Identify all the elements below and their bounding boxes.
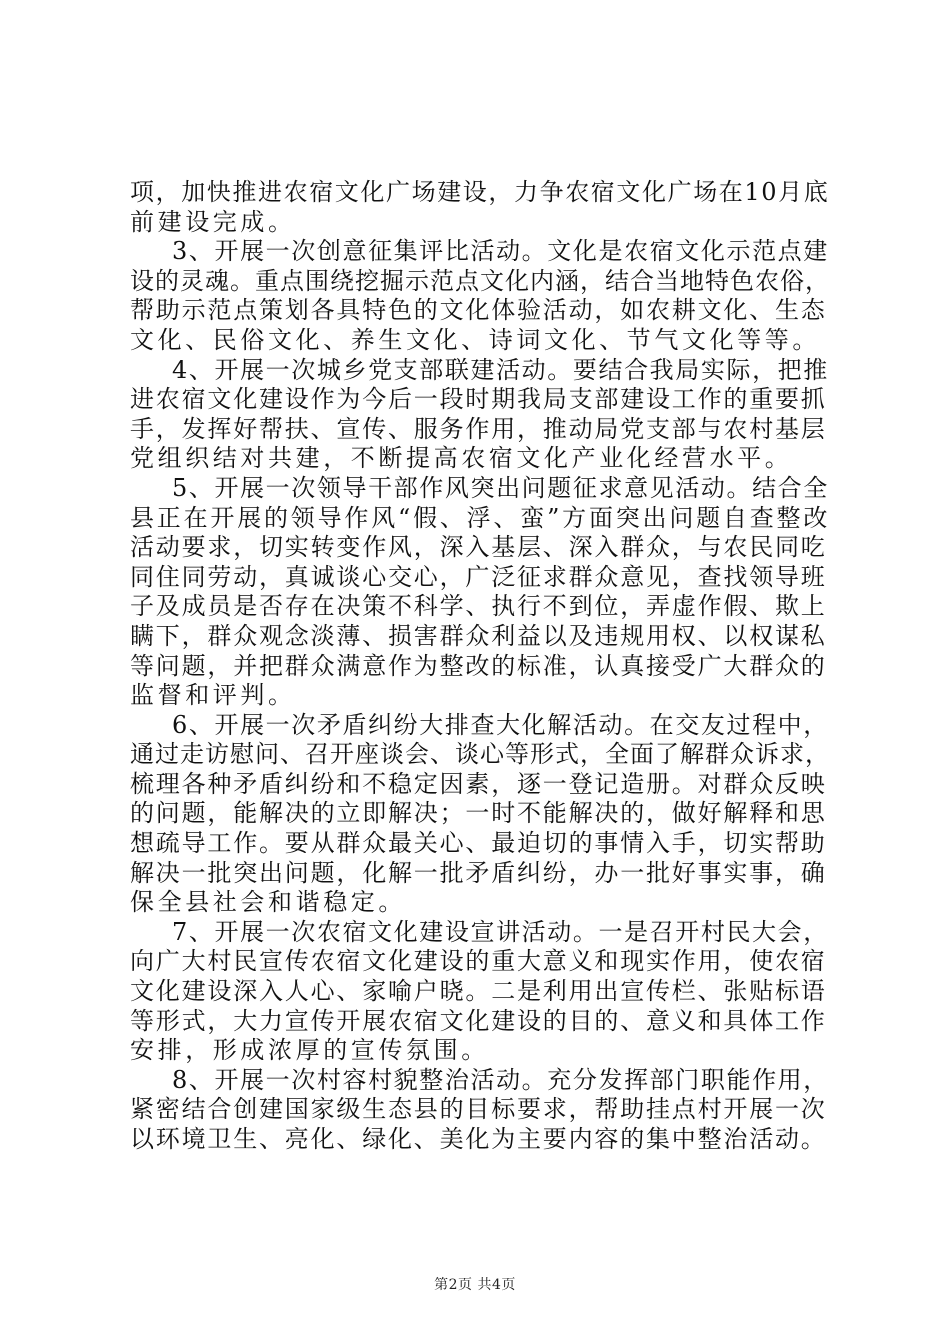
text-line: 以环境卫生、亮化、绿化、美化为主要内容的集中整治活动。: [130, 1125, 827, 1153]
text-line: 手，发挥好帮扶、宣传、服务作用，推动局党支部与农村基层: [130, 414, 827, 443]
text-line: 的问题，能解决的立即解决；一时不能解决的，做好解释和思: [130, 799, 827, 828]
page-footer: 第2页 共4页: [434, 1277, 516, 1293]
text-line: 梳理各种矛盾纠纷和不稳定因素，逐一登记造册。对群众反映: [130, 769, 827, 798]
text-line: 活动要求，切实转变作风，深入基层、深入群众，与农民同吃: [130, 533, 827, 562]
text-line: 党组织结对共建，不断提高农宿文化产业化经营水平。: [130, 444, 793, 473]
paragraph-first-line: 5、开展一次领导干部作风突出问题征求意见活动。结合全: [172, 473, 829, 502]
text-line: 向广大村民宣传农宿文化建设的重大意义和现实作用，使农宿: [130, 947, 827, 976]
text-line: 瞒下，群众观念淡薄、损害群众利益以及违规用权、以权谋私: [130, 621, 827, 650]
text-line: 等问题，并把群众满意作为整改的标准，认真接受广大群众的: [130, 651, 827, 680]
text-line: 通过走访慰问、召开座谈会、谈心等形式，全面了解群众诉求，: [130, 740, 830, 769]
text-line: 安排，形成浓厚的宣传氛围。: [130, 1036, 489, 1065]
text-line: 文化、民俗文化、养生文化、诗词文化、节气文化等等。: [130, 325, 820, 354]
paragraph-first-line: 4、开展一次城乡党支部联建活动。要结合我局实际，把推: [172, 355, 829, 384]
text-line: 项，加快推进农宿文化广场建设，力争农宿文化广场在10月底: [130, 178, 830, 206]
text-line: 监督和评判。: [130, 681, 296, 710]
text-line: 县正在开展的领导作风“假、浮、蛮”方面突出问题自查整改: [130, 503, 831, 532]
text-line: 想疏导工作。要从群众最关心、最迫切的事情入手，切实帮助: [130, 829, 827, 858]
paragraph-first-line: 3、开展一次创意征集评比活动。文化是农宿文化示范点建: [172, 237, 829, 266]
document-body: [130, 178, 830, 1155]
text-line: 解决一批突出问题，化解一批矛盾纠纷，办一批好事实事，确: [130, 858, 827, 887]
paragraph-first-line: 8、开展一次村容村貌整治活动。充分发挥部门职能作用，: [172, 1065, 829, 1094]
text-line: 设的灵魂。重点围绕挖掘示范点文化内涵，结合当地特色农俗，: [130, 266, 830, 295]
text-line: 同住同劳动，真诚谈心交心，广泛征求群众意见，查找领导班: [130, 562, 827, 591]
paragraph-first-line: 6、开展一次矛盾纠纷大排查大化解活动。在交友过程中，: [172, 710, 829, 739]
text-line: 文化建设深入人心、家喻户晓。二是利用出宣传栏、张贴标语: [130, 977, 827, 1006]
text-line: 帮助示范点策划各具特色的文化体验活动，如农耕文化、生态: [130, 296, 827, 325]
text-line: 前建设完成。: [130, 207, 296, 236]
text-line: 等形式，大力宣传开展农宿文化建设的目的、意义和具体工作: [130, 1006, 827, 1035]
text-line: 保全县社会和谐稳定。: [130, 888, 406, 917]
paragraph-first-line: 7、开展一次农宿文化建设宣讲活动。一是召开村民大会，: [172, 917, 829, 946]
text-line: 紧密结合创建国家级生态县的目标要求，帮助挂点村开展一次: [130, 1095, 827, 1124]
text-line: 子及成员是否存在决策不科学、执行不到位，弄虚作假、欺上: [130, 592, 827, 621]
text-line: 进农宿文化建设作为今后一段时期我局支部建设工作的重要抓: [130, 385, 827, 414]
